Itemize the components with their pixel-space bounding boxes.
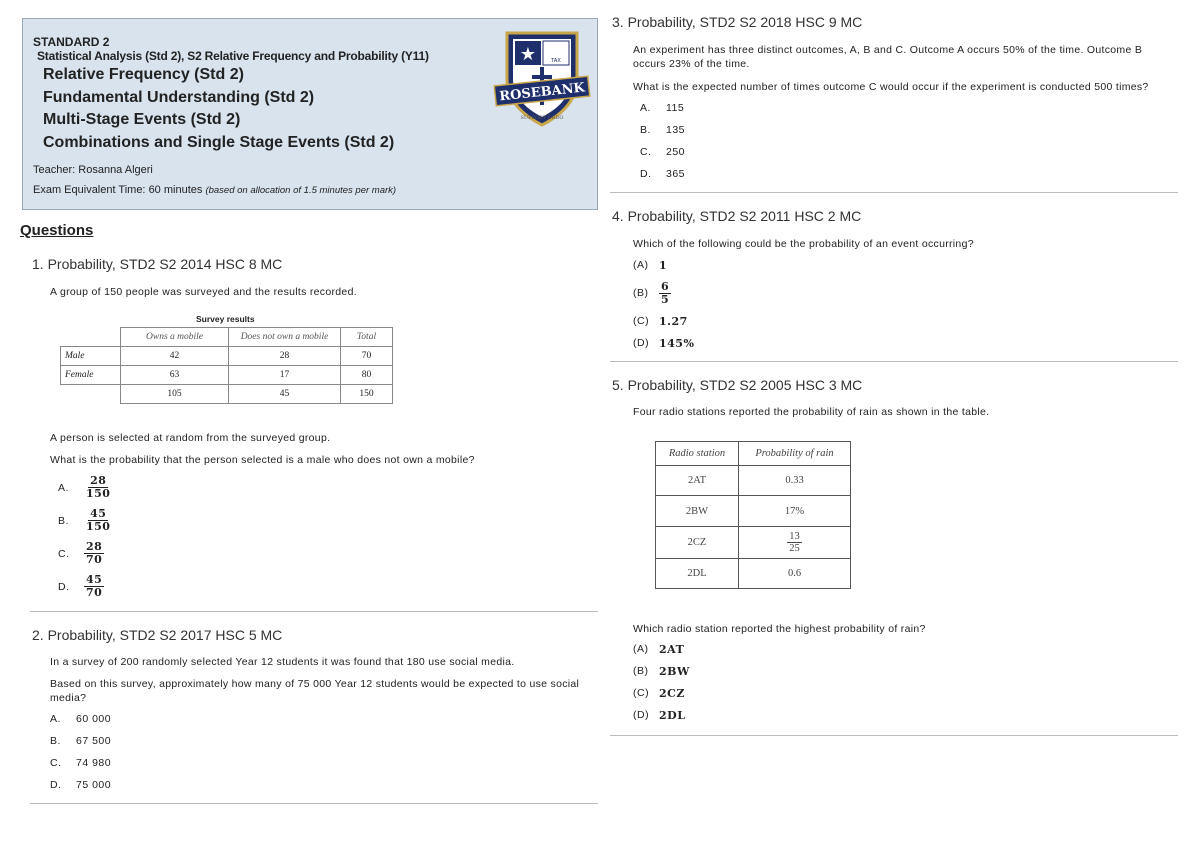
row-header: Female (61, 366, 121, 385)
exam-time-note: (based on allocation of 1.5 minutes per mark) (205, 185, 397, 196)
exam-time-value: 60 minutes (148, 184, 203, 196)
col-header: Does not own a mobile (229, 328, 341, 347)
exam-time-line (33, 184, 587, 196)
table-cell: 0.33 (739, 466, 851, 496)
table-cell: 70 (341, 347, 393, 366)
table-row (656, 527, 851, 559)
divider (610, 735, 1178, 736)
survey-table-title: Survey results (196, 314, 255, 324)
question-2-options (50, 708, 111, 796)
row-header (61, 385, 121, 404)
table-cell: 63 (121, 366, 229, 385)
question-2-title: 2. Probability, STD2 S2 2017 HSC 5 MC (32, 627, 283, 643)
option-b[interactable]: (B) 2BW (633, 664, 690, 678)
table-cell: 150 (341, 385, 393, 404)
question-2-text-2: Based on this survey, approximately how many of 75 000 Year 12 students would be expected to use social media? (50, 678, 580, 704)
table-row (656, 466, 851, 496)
topic-item: Combinations and Single Stage Events (Std 2) (43, 133, 395, 151)
table-cell: 17% (739, 496, 851, 527)
option-c[interactable]: (C) 1.27 (633, 314, 688, 328)
option-d[interactable]: (D) 2DL (633, 708, 686, 722)
option-d[interactable]: (D) 145% (633, 336, 695, 350)
col-header: Owns a mobile (121, 328, 229, 347)
question-1-intro: A group of 150 people was surveyed and the results recorded. (50, 286, 357, 298)
fraction: $\frac{13}{25}$ (789, 531, 800, 554)
fraction: $\frac{6}{5}$ (661, 279, 670, 306)
option-b[interactable]: B. 135 (640, 124, 686, 136)
topic-item: Fundamental Understanding (Std 2) (43, 88, 315, 106)
option-b[interactable]: B. 67 500 (50, 735, 112, 747)
question-3-text-2: What is the expected number of times outcome C would occur if the experiment is conducted 500 times? (633, 81, 1149, 93)
teacher-label: Teacher: (33, 164, 76, 176)
question-3-text-1: An experiment has three distinct outcomes, A, B and C. Outcome A occurs 50% of the time. Outcome B occurs 23% of the time. (633, 44, 1143, 70)
table-cell: 2DL (656, 559, 739, 589)
header-box (22, 18, 598, 210)
option-d[interactable]: D. 75 000 (50, 779, 112, 791)
question-5-title: 5. Probability, STD2 S2 2005 HSC 3 MC (612, 377, 863, 393)
question-5-text-1: Four radio stations reported the probability of rain as shown in the table. (633, 406, 990, 418)
option-d[interactable]: D. 365 (640, 168, 686, 180)
fraction: $\frac{28}{70}$ (86, 540, 103, 566)
topic-item: Relative Frequency (Std 2) (43, 66, 244, 83)
table-cell: 42 (121, 347, 229, 366)
table-cell: 2CZ (656, 527, 739, 559)
table-cell: 17 (229, 366, 341, 385)
fraction: $\frac{45}{70}$ (86, 573, 103, 599)
standard-label: STANDARD 2 (33, 35, 110, 49)
question-5-options (633, 638, 690, 726)
option-b[interactable]: B. $\frac{45}{150}$ (58, 507, 111, 533)
teacher-name: Rosanna Algeri (78, 164, 153, 176)
table-row (61, 347, 393, 366)
table-cell (739, 527, 851, 559)
fraction: $\frac{28}{150}$ (86, 474, 111, 500)
col-header: Radio station (656, 442, 739, 466)
table-cell: 2BW (656, 496, 739, 527)
row-header: Male (61, 347, 121, 366)
option-a[interactable]: (A) 1 (633, 258, 668, 272)
question-1-text-1: A person is selected at random from the surveyed group. (50, 432, 331, 444)
option-a[interactable]: A. $\frac{28}{150}$ (58, 474, 111, 500)
option-c[interactable]: C. 74 980 (50, 757, 112, 769)
option-b[interactable]: (B) $\frac{6}{5}$ (633, 279, 670, 306)
svg-text:TAX: TAX (551, 58, 561, 64)
topic-item: Multi-Stage Events (Std 2) (43, 111, 241, 128)
table-cell: 105 (121, 385, 229, 404)
survey-table (60, 327, 393, 404)
option-c[interactable]: C. $\frac{28}{70}$ (58, 540, 103, 566)
svg-text:★: ★ (519, 44, 537, 65)
question-1-title: 1. Probability, STD2 S2 2014 HSC 8 MC (32, 256, 283, 272)
col-header: Total (341, 328, 393, 347)
question-4-text-1: Which of the following could be the probability of an event occurring? (633, 238, 974, 250)
col-header: Probability of rain (739, 442, 851, 466)
question-1-options (58, 471, 112, 603)
table-row (656, 559, 851, 589)
option-c[interactable]: (C) 2CZ (633, 686, 685, 700)
option-a[interactable]: (A) 2AT (633, 642, 685, 656)
teacher-line (33, 164, 587, 176)
table-row (656, 442, 851, 466)
rosebank-crest-logo (493, 27, 591, 131)
divider (30, 803, 598, 804)
table-cell: 2AT (656, 466, 739, 496)
divider (30, 611, 598, 612)
svg-text:ROSEBANK: ROSEBANK (498, 80, 586, 105)
question-4-title: 4. Probability, STD2 S2 2011 HSC 2 MC (612, 208, 862, 224)
exam-time-label: Exam Equivalent Time: (33, 184, 146, 196)
radio-station-table (655, 441, 851, 589)
course-subtitle: Statistical Analysis (Std 2), S2 Relative Frequency and Probability (Y11) (37, 49, 429, 63)
question-5-text-2: Which radio station reported the highest probability of rain? (633, 623, 926, 635)
option-d[interactable]: D. $\frac{45}{70}$ (58, 573, 103, 599)
divider (610, 361, 1178, 362)
questions-heading: Questions (20, 222, 94, 239)
table-cell: 45 (229, 385, 341, 404)
question-3-options (640, 97, 685, 185)
question-4-options (633, 254, 694, 354)
table-cell: 28 (229, 347, 341, 366)
question-1-text-2: What is the probability that the person selected is a male who does not own a mobile? (50, 454, 475, 466)
question-3-title: 3. Probability, STD2 S2 2018 HSC 9 MC (612, 14, 863, 30)
table-cell: 80 (341, 366, 393, 385)
divider (610, 192, 1178, 193)
question-2-text-1: In a survey of 200 randomly selected Year 12 students it was found that 180 use social media. (50, 656, 515, 668)
table-cell: 0.6 (739, 559, 851, 589)
fraction: $\frac{45}{150}$ (86, 507, 111, 533)
option-a[interactable]: A. 115 (640, 102, 685, 114)
table-row (61, 385, 393, 404)
table-row (656, 496, 851, 527)
table-row (61, 328, 393, 347)
option-c[interactable]: C. 250 (640, 146, 686, 158)
option-a[interactable]: A. 60 000 (50, 713, 112, 725)
svg-text:SUPPORT ORDO: SUPPORT ORDO (520, 115, 564, 121)
table-row (61, 366, 393, 385)
